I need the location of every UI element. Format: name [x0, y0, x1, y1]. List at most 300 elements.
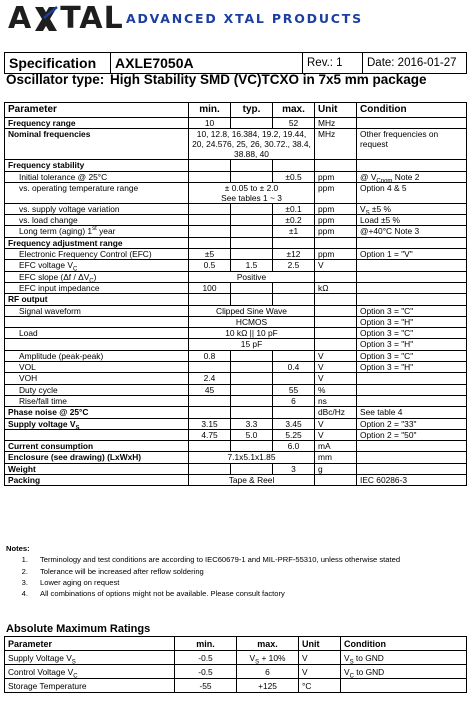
abs-header-condition: Condition — [341, 637, 467, 651]
note-number: 3. — [21, 577, 28, 587]
abs-parameter-cell — [5, 679, 175, 693]
max-cell: 2.5 — [273, 260, 315, 271]
unit-cell — [315, 328, 357, 339]
cell-text: Option 2 = "50" — [360, 429, 417, 440]
condition-cell — [357, 305, 467, 316]
header-typ: typ. — [231, 103, 273, 118]
cell-text-tail: to GND — [353, 652, 384, 663]
cell-text: 6 — [265, 666, 270, 677]
table-row — [5, 226, 467, 237]
min-cell: 0.5 — [189, 260, 231, 271]
cell-text: Option 2 = "33" — [360, 418, 417, 429]
cell-text: Other frequencies on request — [360, 129, 439, 150]
cell-subscript: C — [73, 267, 78, 274]
abs-condition-cell — [341, 651, 467, 665]
cell-text: Duty cycle — [19, 384, 58, 395]
table-row — [5, 384, 467, 395]
cell-subscript: S — [71, 659, 76, 666]
abs-max-cell — [237, 679, 299, 693]
part-number: AXLE7050A — [111, 53, 303, 74]
value-span-text: 10 kΩ || 10 pF — [225, 328, 278, 339]
cell-text: Load ±5 % — [360, 215, 400, 226]
cell-superscript: st — [92, 226, 97, 233]
value-span-text: HCMOS — [235, 316, 268, 327]
parameter-cell — [5, 249, 189, 260]
cell-text: IEC 60286-3 — [360, 475, 408, 486]
condition-cell — [357, 249, 467, 260]
abs-table-row — [5, 665, 467, 679]
condition-cell — [357, 350, 467, 361]
abs-unit-cell: °C — [299, 679, 341, 693]
specification-header-table — [4, 52, 467, 74]
note-text: Terminology and test conditions are according to IEC60679-1 and MIL-PRF-55310, unless otherwise stated — [40, 555, 401, 565]
abs-header-parameter: Parameter — [5, 637, 175, 651]
cell-text: Supply Voltage V — [8, 652, 72, 663]
unit-cell: V — [315, 373, 357, 384]
condition-cell — [357, 373, 467, 384]
typ-cell: 5.0 — [231, 429, 273, 440]
axtal-logo — [8, 1, 124, 36]
header-condition: Condition — [357, 103, 467, 118]
parameter-cell — [5, 384, 189, 395]
condition-cell — [357, 226, 467, 237]
cell-text: Enclosure (see drawing) (LxWxH) — [8, 452, 142, 463]
cell-text: See table 4 — [360, 407, 403, 418]
note-item — [6, 588, 400, 599]
min-cell: 4.75 — [189, 429, 231, 440]
max-cell: 6 — [273, 395, 315, 406]
unit-cell — [315, 316, 357, 327]
parameter-cell — [5, 215, 189, 226]
abs-header-row — [5, 637, 467, 651]
parameter-cell — [5, 441, 189, 452]
notes-list — [6, 554, 400, 599]
cell-text: V — [249, 652, 256, 663]
cell-text: Amplitude (peak-peak) — [19, 350, 104, 361]
typ-cell — [231, 407, 273, 418]
value-span-text: Tape & Reel — [228, 475, 275, 486]
condition-cell — [357, 441, 467, 452]
cell-subscript: S — [365, 210, 370, 217]
min-cell — [189, 395, 231, 406]
value-span-cell — [189, 475, 315, 486]
cell-text: Frequency adjustment range — [8, 237, 123, 248]
parameter-cell — [5, 463, 189, 474]
typ-cell — [231, 362, 273, 373]
header-unit: Unit — [315, 103, 357, 118]
table-row — [5, 160, 467, 171]
condition-cell — [357, 160, 467, 171]
typ-cell — [231, 350, 273, 361]
min-cell: 0.8 — [189, 350, 231, 361]
value-span-text: Positive — [236, 271, 267, 282]
cell-text: Electronic Frequency Control (EFC) — [19, 249, 152, 260]
table-row — [5, 418, 467, 429]
table-row — [5, 129, 467, 160]
unit-cell: g — [315, 463, 357, 474]
typ-cell — [231, 237, 273, 248]
table-row — [5, 203, 467, 214]
min-cell — [189, 362, 231, 373]
unit-cell: mm — [315, 452, 357, 463]
parameter-table — [4, 102, 467, 486]
table-row — [5, 271, 467, 282]
unit-cell: dBc/Hz — [315, 407, 357, 418]
value-span-cell — [189, 305, 315, 316]
note-number: 2. — [21, 566, 28, 576]
table-row — [5, 294, 467, 305]
logo-letter-a: A — [8, 1, 33, 36]
unit-cell: ppm — [315, 215, 357, 226]
table-row — [5, 182, 467, 203]
cell-text: @+40°C Note 3 — [360, 226, 420, 237]
table-row — [5, 215, 467, 226]
notes-section — [6, 543, 400, 599]
unit-cell — [315, 339, 357, 350]
table-row — [5, 316, 467, 327]
note-text: All combinations of options might not be available. Please consult factory — [40, 589, 285, 599]
cell-text: vs. load change — [19, 215, 78, 226]
table-row — [5, 463, 467, 474]
max-cell: 0.4 — [273, 362, 315, 373]
parameter-cell — [5, 350, 189, 361]
note-item — [6, 554, 400, 565]
cell-text: RF output — [8, 294, 48, 305]
table-row — [5, 249, 467, 260]
table-row — [5, 237, 467, 248]
abs-unit-cell: V — [299, 651, 341, 665]
cell-text: Initial tolerance @ 25°C — [19, 171, 108, 182]
condition-cell — [357, 271, 467, 282]
max-cell: ±0.2 — [273, 215, 315, 226]
table-row — [5, 118, 467, 129]
min-cell — [189, 160, 231, 171]
typ-cell — [231, 215, 273, 226]
cell-text: V — [360, 203, 366, 214]
cell-text: EFC input impedance — [19, 282, 100, 293]
typ-cell: 3.3 — [231, 418, 273, 429]
parameter-cell — [5, 339, 189, 350]
cell-text: Long term (aging) 1 — [19, 226, 93, 237]
unit-cell — [315, 294, 357, 305]
cell-text: Option 3 = "H" — [360, 316, 414, 327]
table-row — [5, 282, 467, 293]
unit-cell: % — [315, 384, 357, 395]
company-tagline: ADVANCED XTAL PRODUCTS — [126, 11, 363, 26]
cell-text-tail: ±5 % — [369, 203, 391, 214]
parameter-cell — [5, 226, 189, 237]
condition-cell — [357, 429, 467, 440]
unit-cell — [315, 475, 357, 486]
parameter-cell — [5, 271, 189, 285]
value-span-text-2: See tables 1 ~ 3 — [221, 192, 282, 203]
unit-cell — [315, 271, 357, 282]
notes-title: Notes: — [6, 544, 30, 553]
header-min: min. — [189, 103, 231, 118]
value-span-text: Clipped Sine Wave — [216, 305, 287, 316]
min-cell — [189, 171, 231, 182]
parameter-cell — [5, 294, 189, 305]
unit-cell: mA — [315, 441, 357, 452]
min-cell — [189, 294, 231, 305]
cell-text: Supply voltage V — [8, 418, 76, 429]
min-cell: 2.4 — [189, 373, 231, 384]
cell-text: Rise/fall time — [19, 395, 67, 406]
parameter-cell — [5, 395, 189, 406]
cell-text: vs. supply voltage variation — [19, 203, 120, 214]
min-cell — [189, 203, 231, 214]
condition-cell — [357, 418, 467, 429]
typ-cell — [231, 203, 273, 214]
specification-label: Specification — [5, 53, 111, 74]
table-row — [5, 475, 467, 486]
document-date: Date: 2016-01-27 — [363, 53, 467, 74]
abs-header-unit: Unit — [299, 637, 341, 651]
note-text: Tolerance will be increased after reflow soldering — [40, 566, 204, 576]
max-cell — [273, 294, 315, 305]
unit-cell: ppm — [315, 203, 357, 214]
table-row — [5, 395, 467, 406]
cell-text-tail: ) — [93, 271, 97, 282]
value-span-text: 7.1x5.1x1.85 — [227, 452, 276, 463]
parameter-cell — [5, 160, 189, 171]
table-row — [5, 429, 467, 440]
max-cell — [273, 373, 315, 384]
min-cell: ±5 — [189, 249, 231, 260]
parameter-cell — [5, 452, 189, 463]
typ-cell — [231, 171, 273, 182]
cell-text: Frequency stability — [8, 160, 85, 171]
cell-text: VOH — [19, 373, 38, 384]
max-cell: 52 — [273, 118, 315, 129]
abs-condition-cell — [341, 679, 467, 693]
condition-cell — [357, 395, 467, 406]
unit-cell: kΩ — [315, 282, 357, 293]
cell-text: Option 3 = "H" — [360, 362, 414, 373]
cell-text: EFC slope (Δf / ΔV — [19, 271, 90, 282]
condition-cell — [357, 475, 467, 486]
parameter-cell — [5, 429, 189, 440]
abs-table-row — [5, 679, 467, 693]
cell-text: Control Voltage V — [8, 666, 74, 677]
condition-cell — [357, 407, 467, 418]
min-cell: 3.15 — [189, 418, 231, 429]
typ-cell — [231, 282, 273, 293]
header-parameter: Parameter — [5, 103, 189, 118]
unit-cell: ppm — [315, 171, 357, 182]
value-span-cell — [189, 182, 315, 203]
table-row — [5, 260, 467, 271]
parameter-cell — [5, 282, 189, 293]
cell-text: Phase noise @ 25°C — [8, 407, 89, 418]
value-span-text: ± 0.05 to ± 2.0 — [224, 182, 279, 193]
note-number: 4. — [21, 589, 28, 599]
typ-cell: 1.5 — [231, 260, 273, 271]
value-span-cell — [189, 271, 315, 282]
abs-unit-cell: V — [299, 665, 341, 679]
unit-cell: V — [315, 350, 357, 361]
oscillator-type-value: High Stability SMD (VC)TCXO in 7x5 mm package — [110, 72, 427, 87]
min-cell: 45 — [189, 384, 231, 395]
value-span-cell — [189, 339, 315, 350]
abs-min-cell: -0.5 — [175, 665, 237, 679]
cell-text: vs. operating temperature range — [19, 182, 139, 193]
cell-text-tail: year — [96, 226, 116, 237]
cell-text: Load — [19, 328, 38, 339]
note-text: Lower aging on request — [40, 577, 120, 587]
parameter-cell — [5, 260, 189, 274]
table-row — [5, 171, 467, 182]
cell-text: Storage Temperature — [8, 680, 87, 691]
abs-parameter-cell — [5, 651, 175, 665]
parameter-cell — [5, 407, 189, 418]
table-row — [5, 452, 467, 463]
condition-cell — [357, 339, 467, 350]
table-header-row — [5, 103, 467, 118]
table-row — [5, 407, 467, 418]
max-cell — [273, 237, 315, 248]
cell-text: Current consumption — [8, 441, 94, 452]
parameter-cell — [5, 305, 189, 316]
typ-cell — [231, 118, 273, 129]
abs-header-max: max. — [237, 637, 299, 651]
abs-min-cell: -55 — [175, 679, 237, 693]
min-cell — [189, 463, 231, 474]
cell-text: @ V — [360, 171, 377, 182]
abs-max-cell — [237, 651, 299, 665]
max-cell: 3.45 — [273, 418, 315, 429]
note-item — [6, 566, 400, 577]
parameter-cell — [5, 171, 189, 182]
min-cell — [189, 237, 231, 248]
max-cell: ±0.5 — [273, 171, 315, 182]
cell-subscript: S — [349, 659, 354, 666]
value-span-cell — [189, 129, 315, 160]
condition-cell — [357, 171, 467, 185]
min-cell — [189, 407, 231, 418]
unit-cell: ns — [315, 395, 357, 406]
table-row — [5, 305, 467, 316]
header-max: max. — [273, 103, 315, 118]
cell-text: EFC voltage V — [19, 260, 73, 271]
unit-cell: V — [315, 418, 357, 429]
cell-text: +125 — [258, 680, 277, 691]
condition-cell — [357, 215, 467, 226]
condition-cell — [357, 237, 467, 248]
max-cell — [273, 407, 315, 418]
cell-text: Option 1 = "V" — [360, 249, 413, 260]
max-cell: 6.0 — [273, 441, 315, 452]
condition-cell — [357, 384, 467, 395]
max-cell: 3 — [273, 463, 315, 474]
cell-text: Nominal frequencies — [8, 129, 91, 140]
value-span-cell — [189, 316, 315, 327]
oscillator-type-label: Oscillator type: — [6, 72, 105, 87]
unit-cell — [315, 305, 357, 316]
min-cell — [189, 226, 231, 237]
cell-text-tail: Note 2 — [392, 171, 420, 182]
logo-x-mark-icon — [33, 4, 59, 34]
cell-subscript: C — [89, 278, 94, 285]
condition-cell — [357, 203, 467, 217]
abs-parameter-cell — [5, 665, 175, 679]
cell-text: Option 3 = "C" — [360, 328, 414, 339]
unit-cell: V — [315, 362, 357, 373]
cell-text: Frequency range — [8, 118, 76, 128]
parameter-cell — [5, 118, 189, 129]
condition-cell — [357, 282, 467, 293]
condition-cell — [357, 463, 467, 474]
typ-cell — [231, 441, 273, 452]
cell-text: Weight — [8, 463, 36, 474]
parameter-cell — [5, 362, 189, 373]
revision: Rev.: 1 — [303, 53, 363, 74]
unit-cell: MHz — [315, 129, 357, 160]
table-row — [5, 362, 467, 373]
parameter-cell — [5, 182, 189, 203]
min-cell — [189, 215, 231, 226]
condition-cell — [357, 316, 467, 327]
condition-cell — [357, 328, 467, 339]
condition-cell — [357, 129, 467, 160]
typ-cell — [231, 226, 273, 237]
table-row — [5, 350, 467, 361]
unit-cell: ppm — [315, 249, 357, 260]
condition-cell — [357, 294, 467, 305]
parameter-cell — [5, 418, 189, 432]
parameter-cell — [5, 316, 189, 327]
cell-text: V — [344, 652, 350, 663]
unit-cell: ppm — [315, 226, 357, 237]
cell-text: Option 4 & 5 — [360, 182, 407, 193]
condition-cell — [357, 182, 467, 203]
absolute-ratings-table — [4, 636, 467, 693]
abs-max-cell — [237, 665, 299, 679]
cell-text: Packing — [8, 475, 41, 486]
parameter-cell — [5, 328, 189, 339]
max-cell: ±0.1 — [273, 203, 315, 214]
cell-subscript: C — [73, 673, 78, 680]
unit-cell: V — [315, 429, 357, 440]
condition-cell — [357, 452, 467, 463]
note-item — [6, 577, 400, 588]
condition-cell — [357, 260, 467, 271]
value-span-text: 15 pF — [240, 339, 263, 350]
cell-text: V — [344, 666, 350, 677]
parameter-cell — [5, 237, 189, 248]
abs-table-row — [5, 651, 467, 665]
typ-cell — [231, 463, 273, 474]
absolute-ratings-title: Absolute Maximum Ratings — [6, 623, 151, 635]
typ-cell — [231, 384, 273, 395]
condition-cell — [357, 118, 467, 129]
abs-header-min: min. — [175, 637, 237, 651]
max-cell: 5.25 — [273, 429, 315, 440]
max-cell: ±1 — [273, 226, 315, 237]
unit-cell: ppm — [315, 182, 357, 203]
unit-cell — [315, 160, 357, 171]
cell-text: Option 3 = "C" — [360, 305, 414, 316]
abs-min-cell: -0.5 — [175, 651, 237, 665]
typ-cell — [231, 373, 273, 384]
typ-cell — [231, 249, 273, 260]
parameter-cell — [5, 373, 189, 384]
value-span-cell — [189, 452, 315, 463]
abs-condition-cell — [341, 665, 467, 679]
cell-text: Signal waveform — [19, 305, 81, 316]
table-row — [5, 441, 467, 452]
cell-text: Option 3 = "C" — [360, 350, 414, 361]
